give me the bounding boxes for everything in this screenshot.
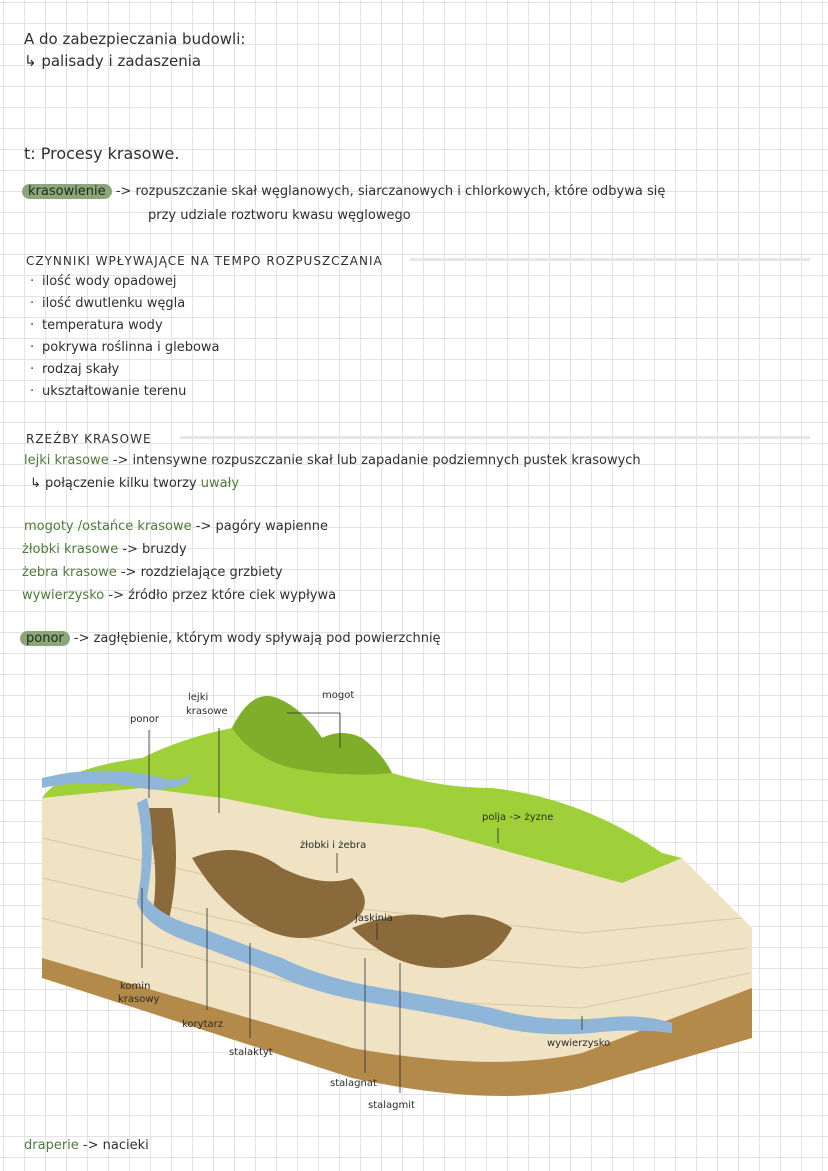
mogoty-line: mogoty /ostańce krasowe -> pagóry wapienne [24, 519, 329, 534]
heading-rule [410, 258, 810, 261]
draperie-line: draperie -> nacieki [24, 1138, 149, 1153]
intro-line-1: A do zabezpieczania budowli: [24, 30, 246, 48]
label-stalagnat: stalagnat [330, 1078, 377, 1089]
heading-rule [180, 436, 810, 439]
label-mogot: mogot [322, 690, 355, 701]
wywierzysko-line: wywierzysko -> źródło przez które ciek wypływa [22, 588, 337, 603]
list-item: · ilość dwutlenku węgla [30, 296, 186, 311]
label-stalagmit: stalagmit [368, 1100, 415, 1111]
label-komin-1: komin [120, 981, 151, 992]
label-ponor: ponor [130, 714, 160, 725]
ponor-term: ponor [20, 631, 70, 646]
zebra-line: żebra krasowe -> rozdzielające grzbiety [22, 565, 283, 580]
krasowienie-def-line2: przy udziale roztworu kwasu węglowego [148, 208, 411, 223]
krasowienie-term: krasowienie [22, 184, 112, 199]
label-polja: polja -> żyzne [482, 812, 554, 823]
intro-line-2: ↳ palisady i zadaszenia [24, 52, 202, 70]
lejki-term: lejki krasowe [24, 453, 109, 468]
label-zlobki: żłobki i żebra [300, 840, 367, 851]
ponor-line: ponor -> zagłębienie, którym wody spływają pod powierzchnię [20, 630, 441, 648]
label-stalaktyt: stalaktyt [229, 1047, 273, 1058]
krasowienie-definition [22, 183, 665, 201]
label-lejki-2: krasowe [186, 706, 228, 717]
rzezby-heading: RZEŹBY KRASOWE [26, 432, 152, 446]
list-item: · temperatura wody [30, 318, 163, 333]
section-title: t: Procesy krasowe. [24, 144, 180, 163]
krasowienie-def-line1: -> rozpuszczanie skał węglanowych, siarczanowych i chlorkowych, które odbywa się [115, 184, 666, 199]
list-item: · ukształtowanie terenu [30, 384, 187, 399]
zlobki-line: żłobki krasowe -> bruzdy [22, 542, 187, 557]
list-item: · pokrywa roślinna i glebowa [30, 340, 220, 355]
karst-diagram [22, 678, 806, 1118]
list-item: · rodzaj skały [30, 362, 120, 377]
list-item: · ilość wody opadowej [30, 274, 177, 289]
uwaly-line: ↳ połączenie kilku tworzy uwały [30, 476, 240, 491]
lejki-def: -> intensywne rozpuszczanie skał lub zapadanie podziemnych pustek krasowych [112, 453, 641, 468]
label-korytarz: korytarz [182, 1019, 223, 1030]
uwaly-term: uwały [200, 476, 240, 491]
label-wywierzysko: wywierzysko [547, 1038, 611, 1049]
label-lejki-1: lejki [188, 692, 209, 703]
label-jaskinia: jaskinia [355, 913, 393, 924]
lejki-line [24, 452, 641, 470]
czynniki-heading: CZYNNIKI WPŁYWAJĄCE NA TEMPO ROZPUSZCZANIA [26, 254, 383, 268]
label-komin-2: krasowy [118, 994, 160, 1005]
